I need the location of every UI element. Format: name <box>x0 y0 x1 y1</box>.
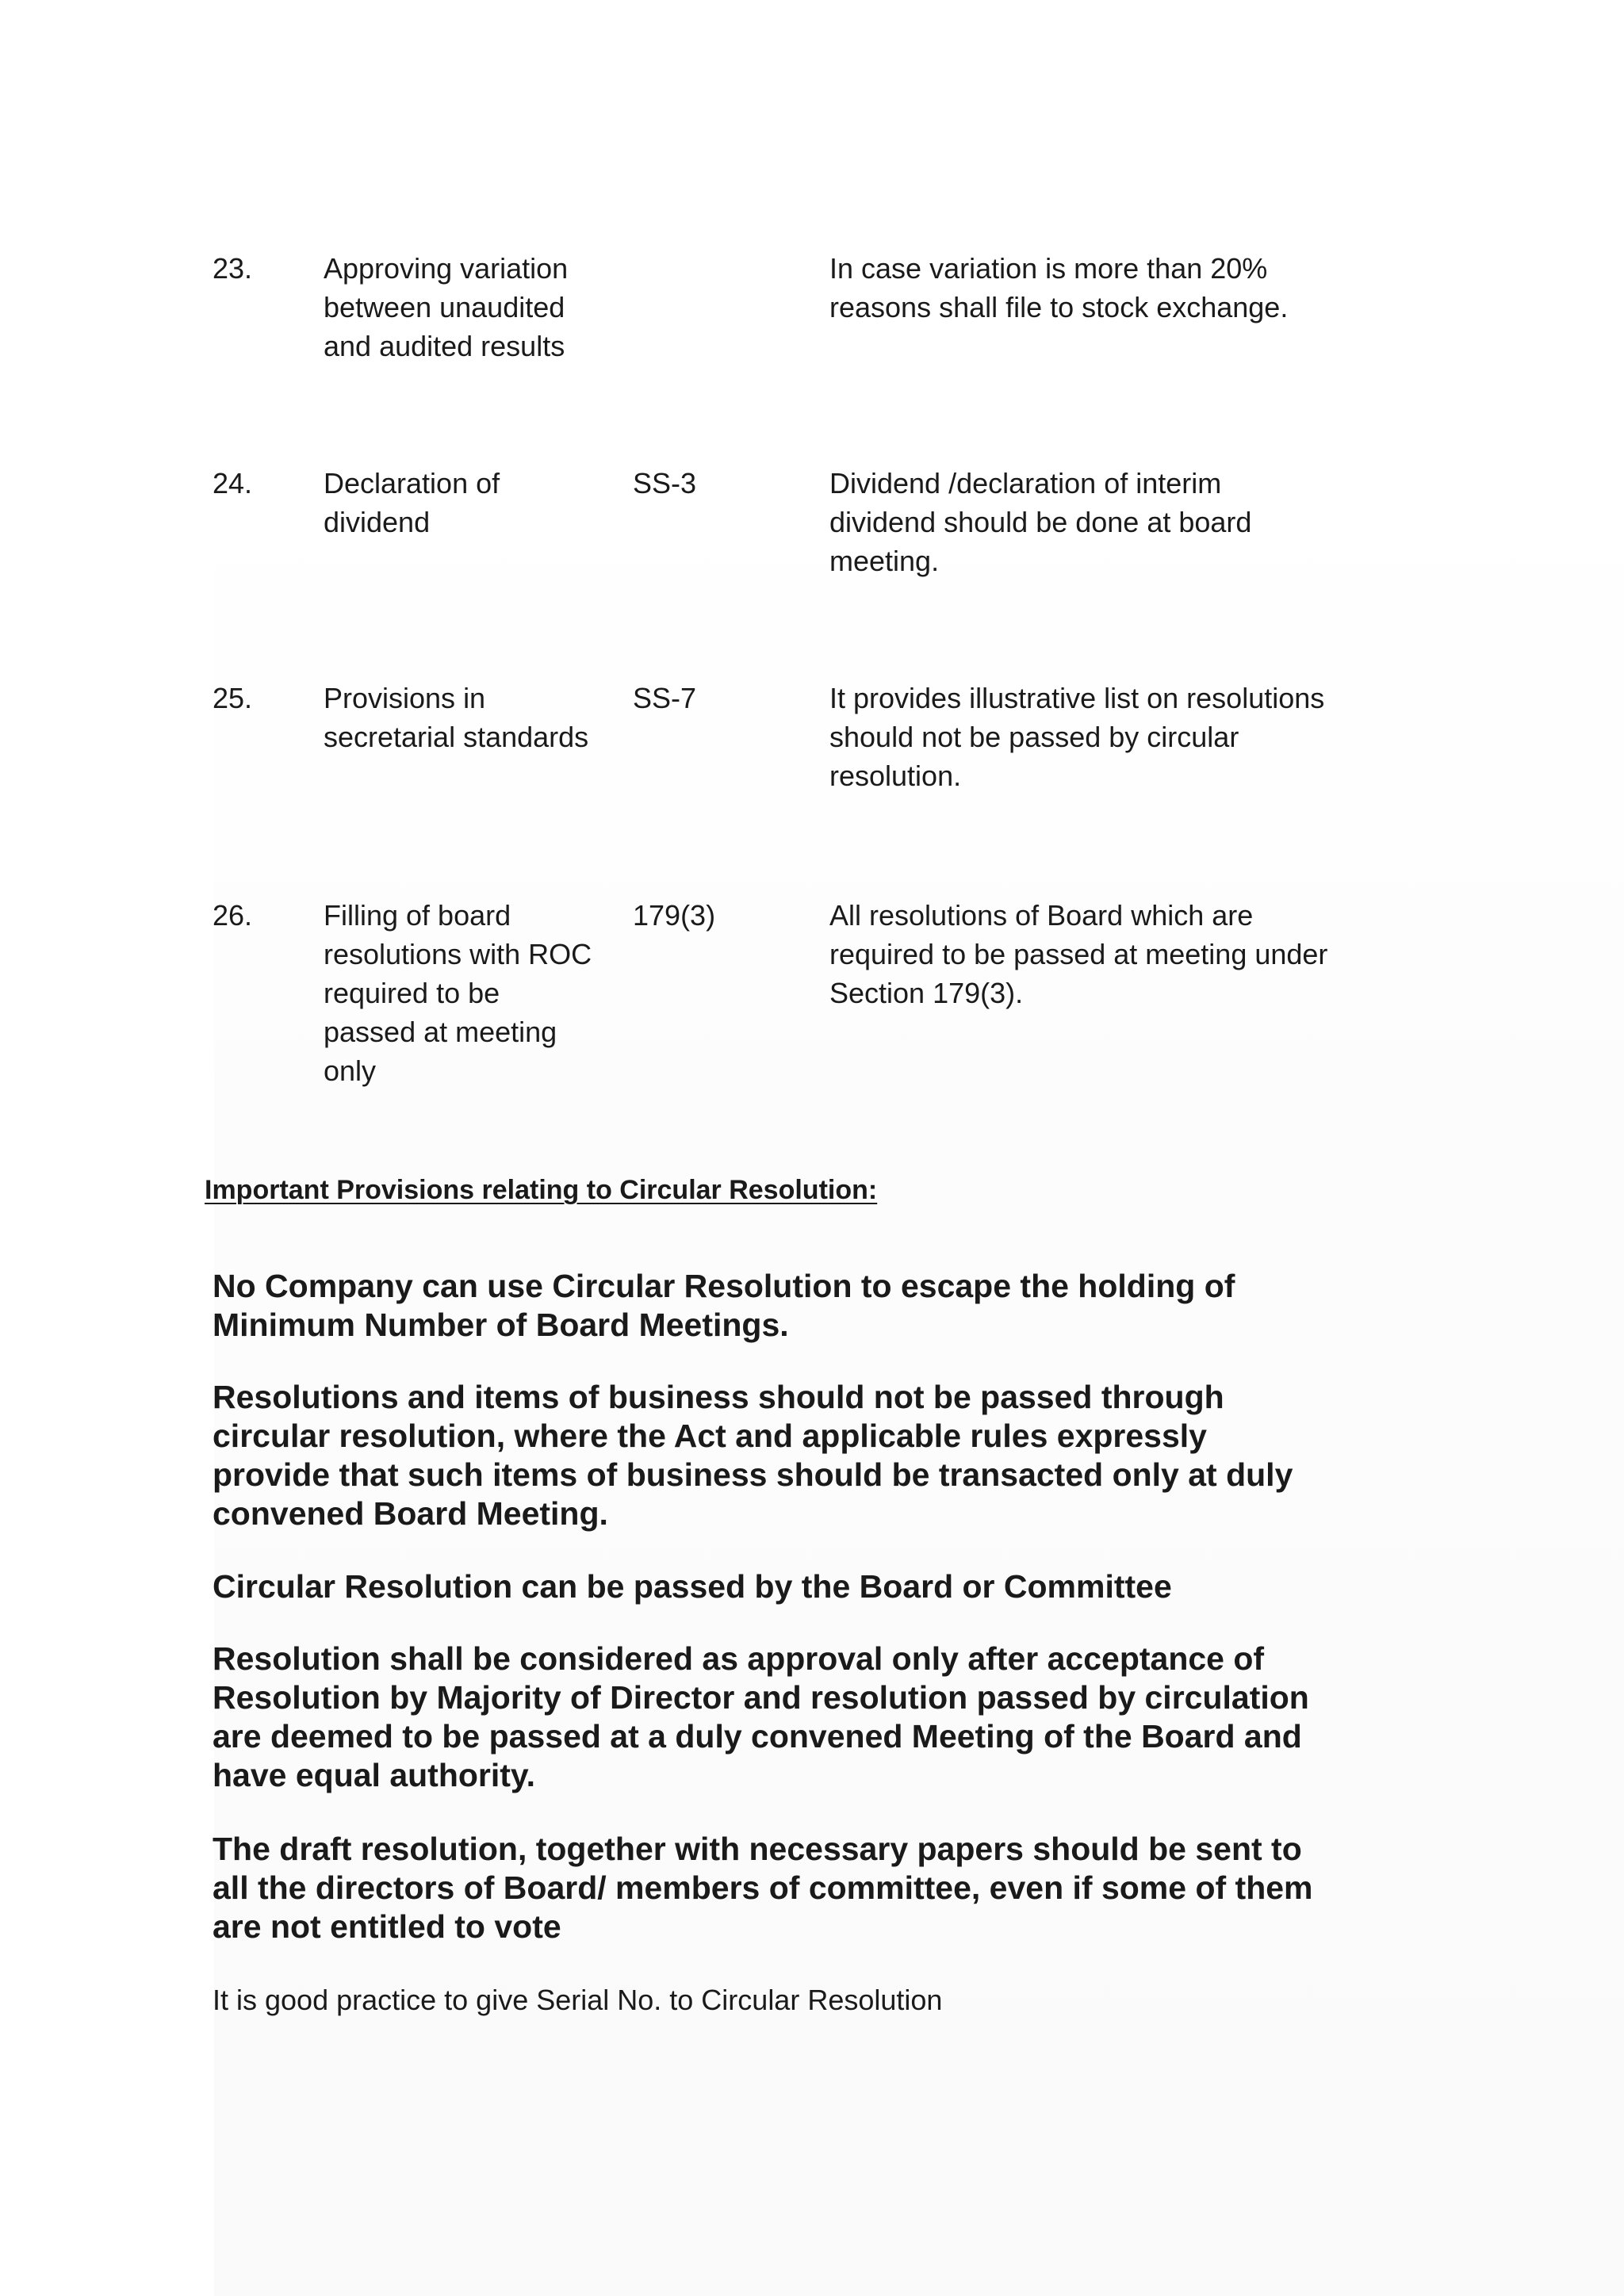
row-reference: SS-7 <box>633 682 697 714</box>
row-number: 25. <box>213 682 253 714</box>
row-reference: SS-3 <box>633 467 697 499</box>
row-subject: Declaration of dividend <box>324 467 500 538</box>
provision-point: Resolution shall be considered as approval only after acceptance of Resolution by Majority of Director and resolution passed by circulation are deemed to be passed at a duly convened Meeting of the Board and have equal authority. <box>213 1640 1309 1793</box>
row-remarks: In case variation is more than 20% reasons shall file to stock exchange. <box>829 252 1289 323</box>
row-number: 23. <box>213 252 253 285</box>
row-number: 24. <box>213 467 253 499</box>
practice-note: It is good practice to give Serial No. to Circular Resolution <box>213 1984 943 2016</box>
row-number: 26. <box>213 899 253 932</box>
row-subject: Provisions in secretarial standards <box>324 682 589 753</box>
row-remarks: All resolutions of Board which are required to be passed at meeting under Section 179(3). <box>829 899 1328 1009</box>
row-subject: Approving variation between unaudited and audited results <box>324 252 569 362</box>
row-remarks: It provides illustrative list on resolutions should not be passed by circular resolution. <box>829 682 1325 792</box>
row-subject: Filling of board resolutions with ROC required to be passed at meeting only <box>324 899 592 1087</box>
provision-point: Circular Resolution can be passed by the Board or Committee <box>213 1568 1172 1605</box>
provision-point: Resolutions and items of business should not be passed through circular resolution, where the Act and applicable rules expressly provide that such items of business should be transacted only at duly convened Board Meeting. <box>213 1379 1293 1532</box>
row-remarks: Dividend /declaration of interim dividend should be done at board meeting. <box>829 467 1252 577</box>
provision-point: No Company can use Circular Resolution to escape the holding of Minimum Number of Board Meetings. <box>213 1268 1235 1343</box>
provision-point: The draft resolution, together with necessary papers should be sent to all the directors of Board/ members of committee, even if some of them are not entitled to vote <box>213 1831 1313 1945</box>
section-heading: Important Provisions relating to Circular Resolution: <box>205 1175 878 1205</box>
row-reference: 179(3) <box>633 899 716 932</box>
